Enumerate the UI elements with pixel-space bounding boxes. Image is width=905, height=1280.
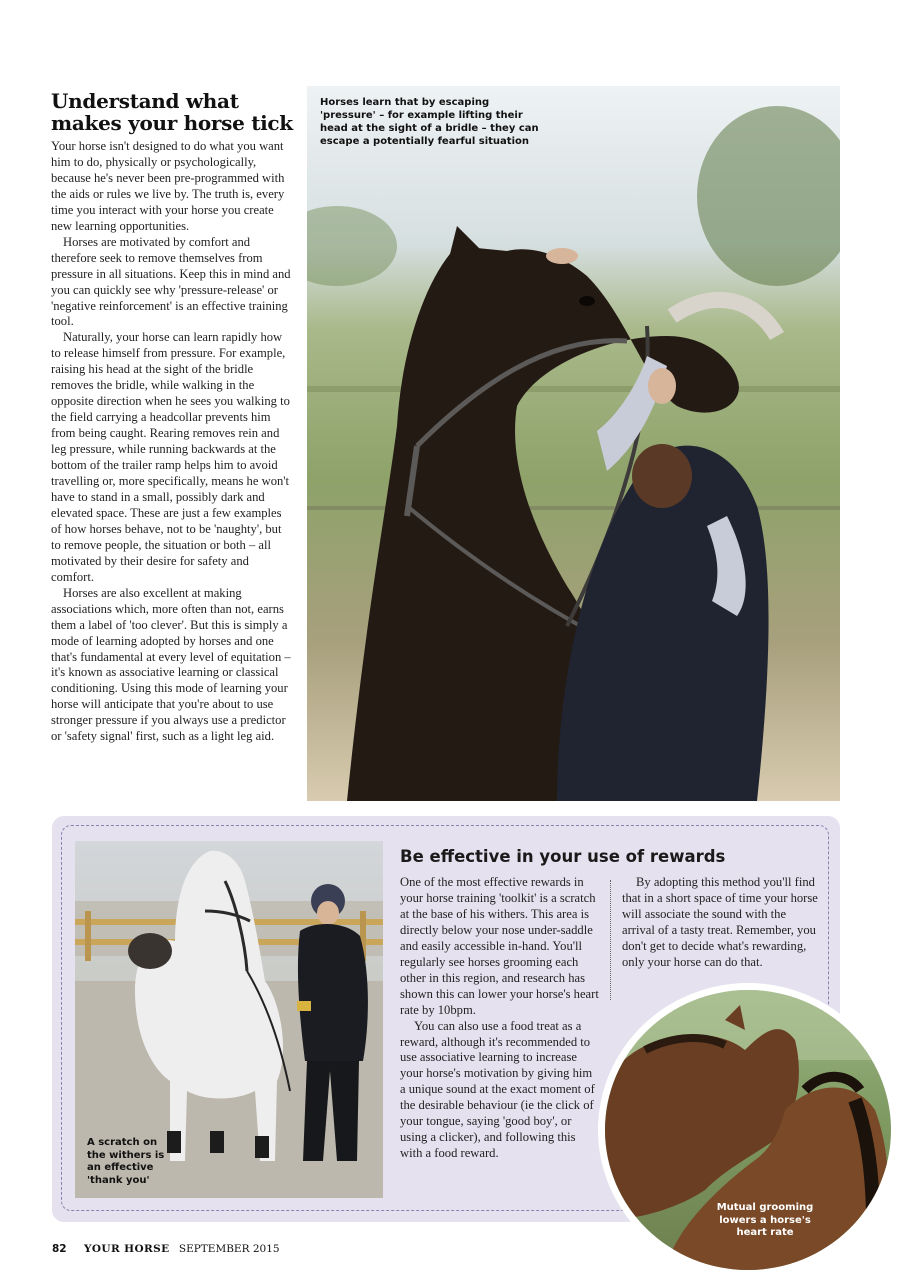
page-footer (52, 1243, 280, 1255)
white-horse-photo (75, 841, 383, 1198)
page-number: 82 (52, 1243, 67, 1255)
grooming-caption: Mutual grooming lowers a horse's heart rate (716, 1202, 814, 1238)
article-paragraph: Naturally, your horse can learn rapidly how to release himself from pressure. For example, raising his head at the sight of the bridle removes the bridle, while walking in the opposite direction when he sees you walking to the field carrying a headcollar prevents him from being caught. Rearing removes rein and leg pressure, while running backwards at the bottom of the trailer ramp helps him to avoid travelling or, more specifically, means he won't have to stand in a small, possibly dark and elevated space. These are just a few examples of how horses behave, not to be 'naughty', but to remove people, the situation or both – all motivated by their desire for safety and comfort. (51, 330, 290, 584)
horse-bridle-illustration (307, 86, 840, 801)
boxout-paragraph: One of the most effective rewards in your horse training 'toolkit' is a scratch at the base of his withers. This area is directly below your nose under-saddle and easily accessible in-hand. You'll regularly see horses grooming each other in this region, and research has shown this can lower your horse's heart rate by 10bpm. (400, 875, 599, 1017)
boxout-column-2: By adopting this method you'll find that in a short space of time your horse will associate the sound with the arrival of a tasty treat. Remember, you don't get to decide what's rewarding, only your horse can do that. (622, 875, 818, 969)
grooming-circle-photo (598, 983, 898, 1277)
article-headline: Understand what makes your horse tick (51, 89, 293, 135)
column-divider (610, 880, 611, 1000)
article-paragraph: Horses are also excellent at making associations which, more often than not, earns them a label of 'too clever'. But this is simply a mode of learning adopted by horses and one that's fundamental at every level of equitation – it's known as associative learning or classical conditioning. Using this mode of learning your horse will anticipate that you're about to use stronger pressure if you always use a predictor or 'safety signal' first, such as a light leg aid. (51, 585, 291, 744)
article-body (51, 139, 294, 745)
boxout-title: Be effective in your use of rewards (400, 847, 726, 866)
hero-photo (307, 86, 840, 801)
boxout-column-1 (400, 875, 600, 1162)
magazine-name: YOUR HORSE (83, 1243, 170, 1255)
article-paragraph: Horses are motivated by comfort and therefore seek to remove themselves from pressure in all situations. Keep this in mind and you can quickly see why 'pressure-release' or 'negative reinforcement' is an effective training tool. (51, 234, 291, 329)
article-paragraph: Your horse isn't designed to do what you want him to do, physically or psychologically, because he's never been pre-programmed with the aids or rules we live by. The truth is, every time you interact with your horse you create new learning opportunities. (51, 139, 285, 233)
white-horse-caption: A scratch on the withers is an effective 'thank you' (87, 1137, 165, 1186)
hero-photo-caption: Horses learn that by escaping 'pressure' – for example lifting their head at the sight of a bridle – they can escape a potentially fearful situation (320, 97, 539, 147)
issue-date: SEPTEMBER 2015 (178, 1243, 280, 1255)
boxout-paragraph: You can also use a food treat as a reward, although it's recommended to use associative learning to increase your horse's motivation by giving him a unique sound at the exact moment of the desirable behaviour (ie the click of your tongue, saying 'good boy', or using a clicker), and following this with a food reward. (400, 1018, 595, 1161)
